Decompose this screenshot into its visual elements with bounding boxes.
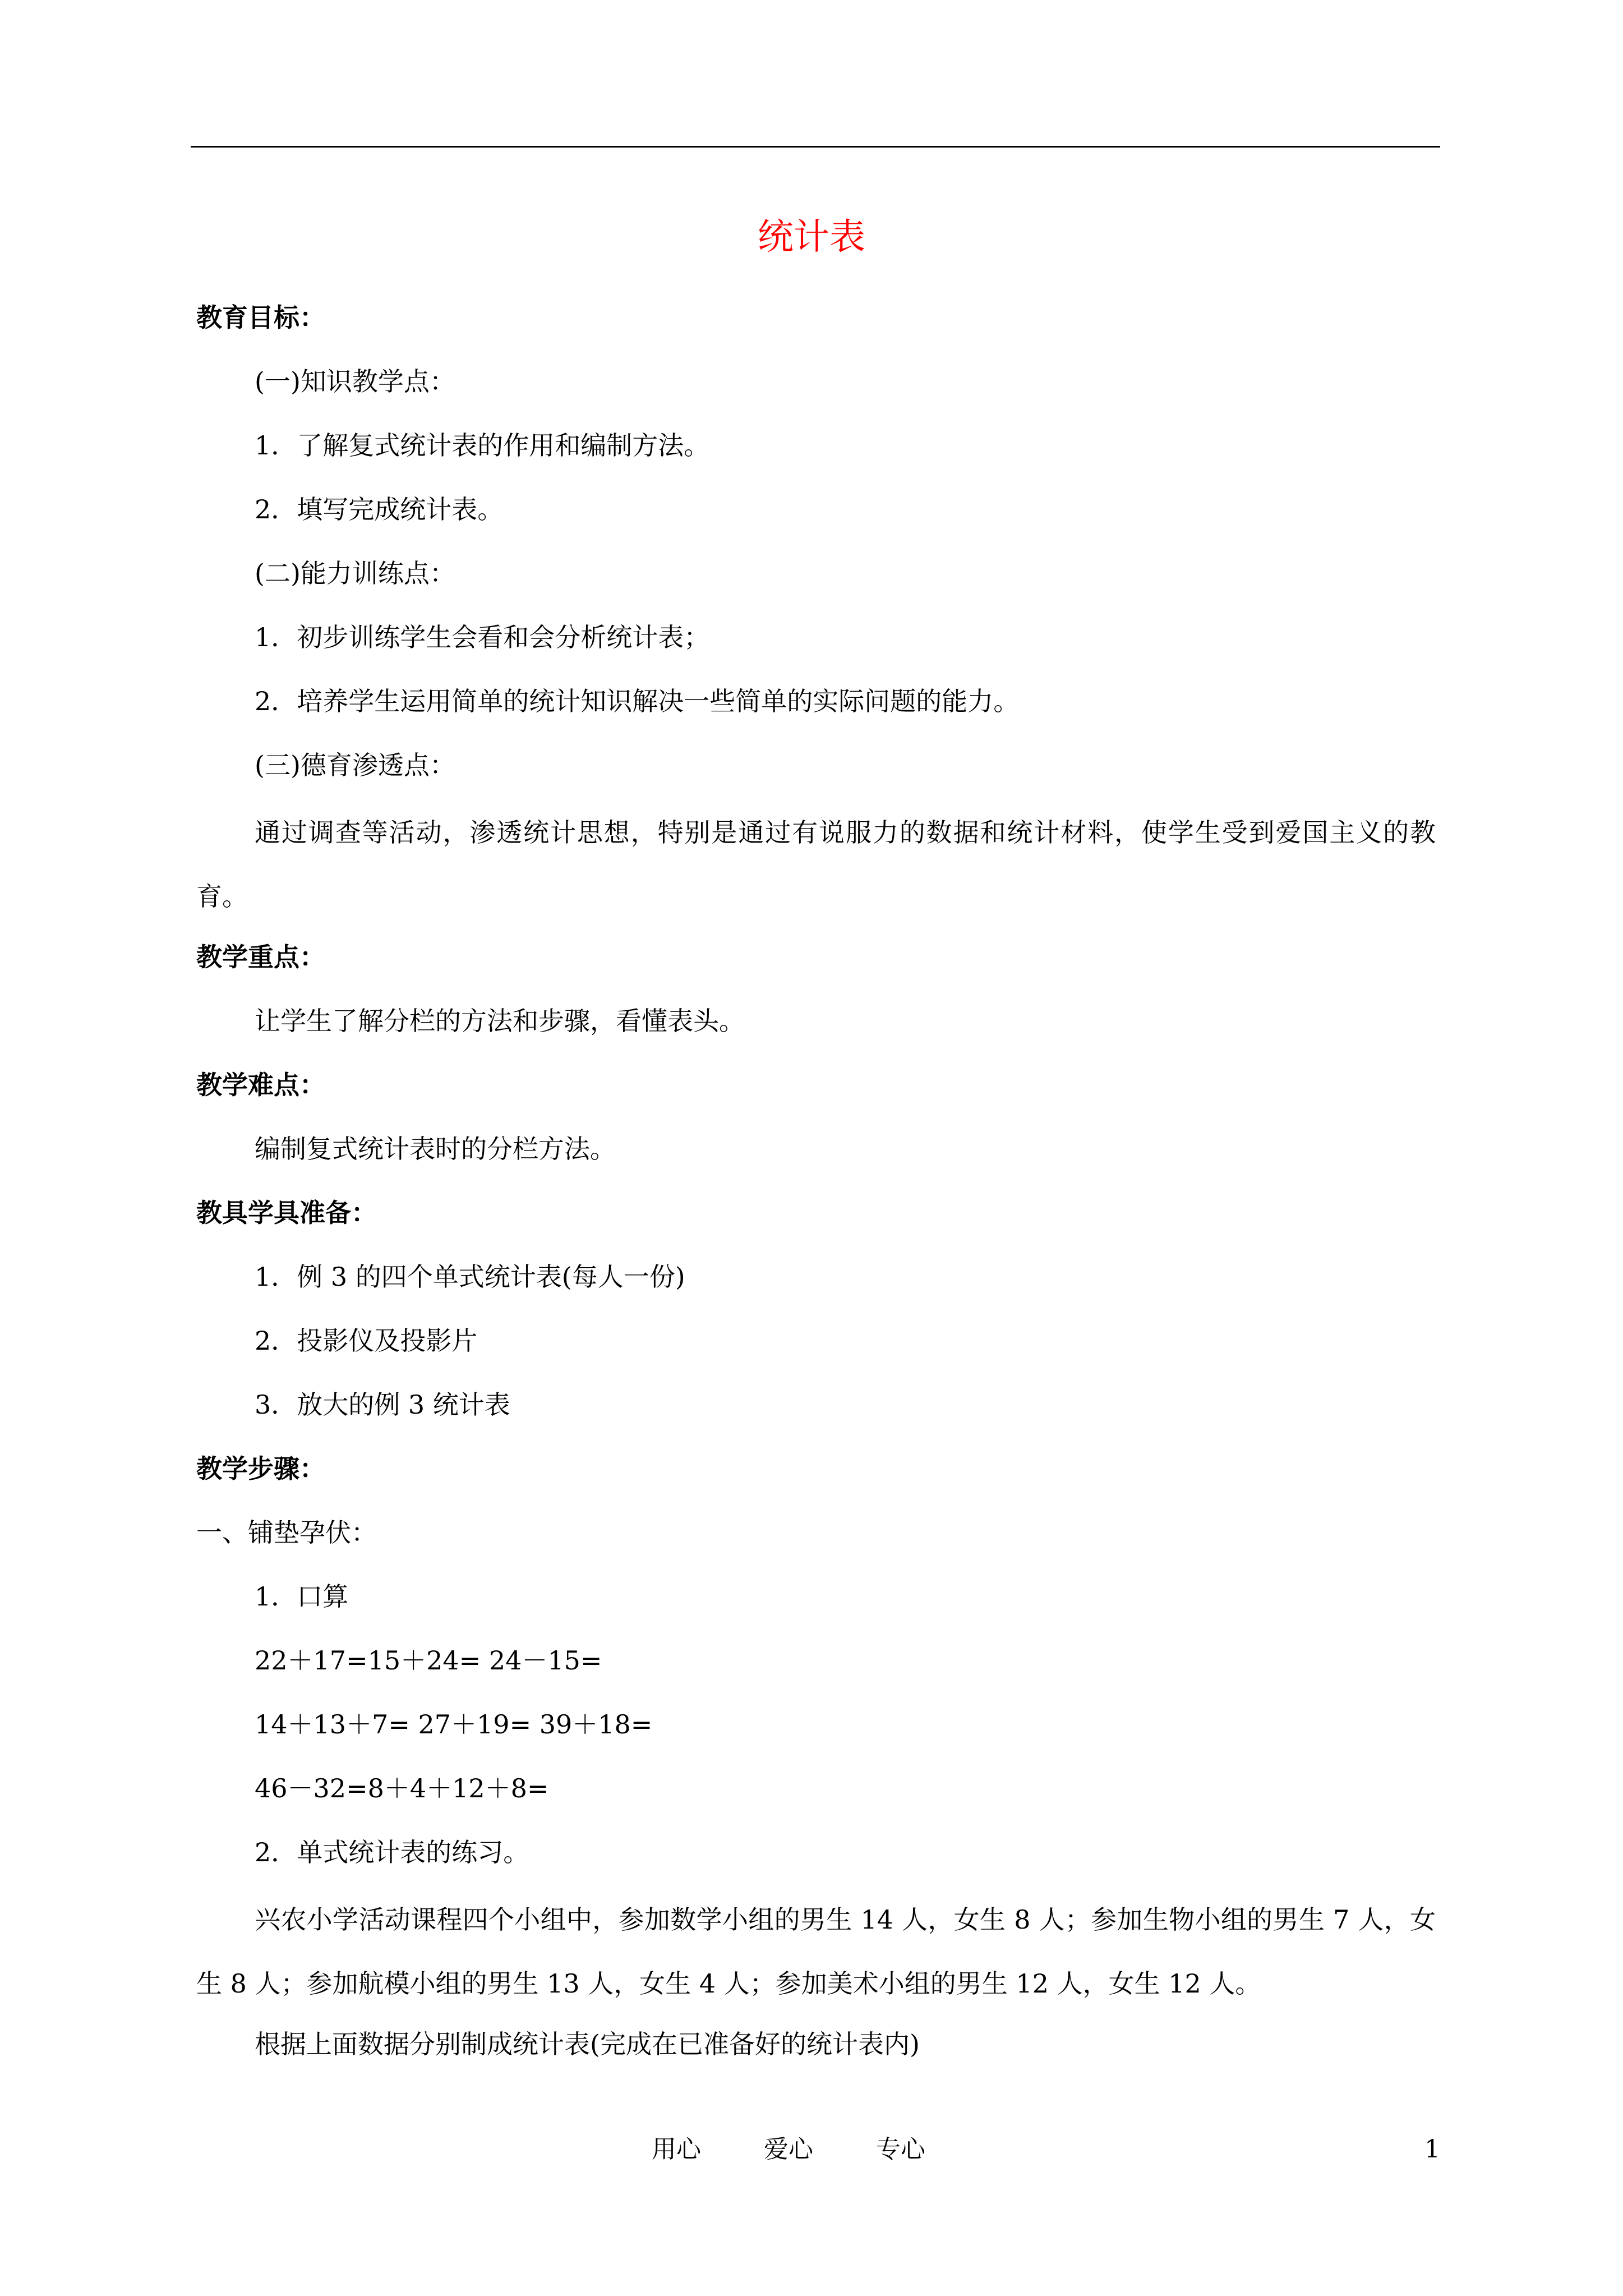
oral-heading: 1．口算	[255, 1581, 349, 1612]
moral-paragraph: 通过调查等活动，渗透统计思想，特别是通过有说服力的数据和统计材料，使学生受到爱国主义的教育。	[196, 817, 1436, 912]
exercise-paragraph: 兴农小学活动课程四个小组中，参加数学小组的男生 14 人，女生 8 人；参加生物小组的男生 7 人，女生 8 人；参加航模小组的男生 13 人，女生 4 人；参加美术小组的男生 12 人，女生 12 人。	[196, 1904, 1436, 1999]
key-point-heading: 教学重点：	[196, 942, 325, 972]
oral-line-3: 46－32=8＋4＋12＋8=	[255, 1773, 549, 1803]
ability-heading: (二)能力训练点：	[255, 558, 455, 588]
materials-item-2: 2．投影仪及投影片	[255, 1326, 478, 1356]
knowledge-item-2: 2．填写完成统计表。	[255, 494, 504, 524]
oral-line-1: 22＋17=15＋24= 24－15=	[255, 1645, 602, 1676]
steps-heading: 教学步骤：	[196, 1453, 325, 1484]
exercise-heading: 2．单式统计表的练习。	[255, 1837, 529, 1867]
document-title: 统计表	[758, 217, 865, 258]
key-point-text: 让学生了解分栏的方法和步骤，看懂表头。	[255, 1006, 745, 1036]
moral-heading: (三)德育渗透点：	[255, 750, 455, 780]
difficulty-text: 编制复式统计表时的分栏方法。	[255, 1134, 616, 1164]
knowledge-heading: (一)知识教学点：	[255, 366, 455, 397]
instruction-text: 根据上面数据分别制成统计表(完成在已准备好的统计表内)	[255, 2029, 920, 2059]
footer-slogan-3: 专心	[876, 2135, 925, 2164]
materials-item-1: 1．例 3 的四个单式统计表(每人一份)	[255, 1262, 685, 1292]
page-number: 1	[1424, 2135, 1440, 2164]
materials-item-3: 3．放大的例 3 统计表	[255, 1389, 510, 1420]
ability-item-2: 2．培养学生运用简单的统计知识解决一些简单的实际问题的能力。	[255, 686, 1020, 716]
difficulty-heading: 教学难点：	[196, 1070, 325, 1100]
footer-slogan-2: 爱心	[764, 2135, 813, 2164]
footer-slogan-1: 用心	[652, 2135, 701, 2164]
header-rule	[191, 146, 1440, 148]
oral-line-2: 14＋13＋7= 27＋19= 39＋18=	[255, 1709, 653, 1740]
section-1-heading: 一、铺垫孕伏：	[196, 1517, 377, 1548]
ability-item-1: 1．初步训练学生会看和会分析统计表；	[255, 622, 710, 652]
goals-heading: 教育目标：	[196, 302, 325, 333]
materials-heading: 教具学具准备：	[196, 1198, 377, 1228]
knowledge-item-1: 1．了解复式统计表的作用和编制方法。	[255, 430, 710, 461]
